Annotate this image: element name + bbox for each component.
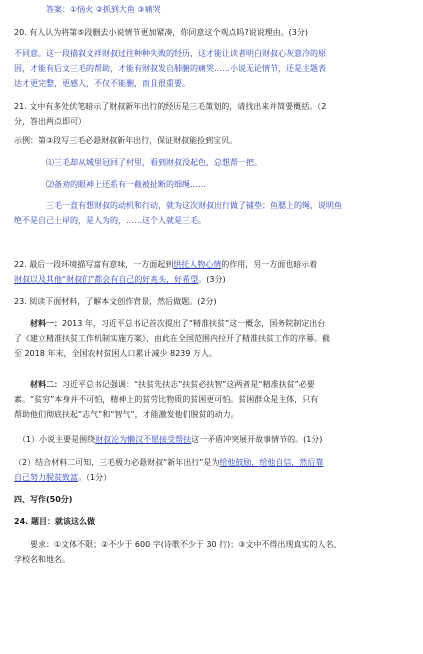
q23-2-answer-b: 自己努力脱贫致富	[14, 473, 78, 482]
question-20: 20. 有人认为将第⑤段删去小说情节更加紧凑，你同意这个观点吗?说说理由。(3分)	[14, 28, 309, 37]
q23-1-answer: 财叔沦为懒汉不愿接受帮扶	[95, 435, 192, 444]
q23-2-score: 。（1分）	[78, 473, 112, 482]
q23-1-text-b: 这一矛盾冲突展开故事情节的。(1分)	[191, 435, 323, 444]
material-2-line-3: 帮助他们彻底扶起“志气”和“智气”，才能激发他们脱贫的动力。	[14, 410, 239, 419]
q23-2-answer-a: 给他鼓励，给他自信，然后靠	[219, 458, 324, 467]
q22-text-b: 的作用，另一方面也暗示着	[221, 260, 318, 269]
material-1-label: 材料一：	[30, 319, 62, 328]
q23-2-text-a: （2）结合材料二可知，三毛极力必悬财叔“新年出行”是为	[14, 458, 220, 467]
material-2-text: 习近平总书记强调：“扶贫先扶志”扶贫必扶智”这两者是“精准扶贫”必要	[62, 380, 315, 389]
question-21-line-2: 分，答出两点即可）	[14, 117, 86, 126]
requirements-line-1: 要求：①文体不限；②不少于 600 字(诗歌不少于 30 行)；③文中不得出现真实的人名、	[30, 540, 342, 549]
q22-text-a: 22. 最后一段环境描写富有意味，一方面起到	[14, 260, 174, 269]
material-1-line-3: 至 2018 年末，全国农村贫困人口累计减少 8239 万人。	[14, 349, 217, 358]
answer-20-line-3: 达才更完整，更感人，不仅不能删，而且很重要。	[14, 79, 190, 88]
answer-line-19: 答案：①恼火 ②抓到大鱼 ③痛哭	[46, 5, 161, 14]
material-1-line-2: 了《建立精准扶贫工作机制实施方案》，由此在全国范围内拉开了精准扶贫工作的序幕。截	[14, 334, 330, 343]
answer-20-line-1: 不同意。这一段描叙文祥财叔过往种种失败的经历，这才能让读者明白财叔心灰意冷的原	[14, 49, 326, 58]
answer-21-summary-1: 三毛一直有想财叔的动机和行动，就为这次财叔出行做了铺垫；鱼腮上的绳，说明鱼	[46, 201, 342, 210]
material-1-text: 2013 年，习近平总书记首次提出了“精准扶贫”这一概念，国务院制定出台	[62, 319, 326, 328]
question-22-line-2	[14, 274, 226, 285]
material-2-line-2: 素。“贫穷”本身并不可怕，精神上的贫劳比物质的贫困更可怕。贫困群众是主体，只有	[14, 395, 319, 404]
answer-21-point-2: ⑵备劝的眼神上还系有一截被扯断的细绳……	[46, 180, 206, 189]
material-1-line-1	[30, 318, 325, 329]
example-21: 示例：第③段写三毛必悬财叔新年出行，保证财叔能捡到宝贝。	[14, 136, 238, 145]
q22-answer-b: 财叔以及其他“财叔们”都会有自己的好兆头，好希望	[14, 275, 199, 284]
question-23-2-line-1	[14, 457, 323, 468]
answer-20-line-2: 因，才能有后文三毛的帮助，才能有财叔发自肺腑的痛哭……小说无论情节，还是主题表	[14, 64, 326, 73]
answer-21-point-1: ⑴三毛却从城里冠回了村里，看到财叔没起色，总想帮一把。	[46, 158, 262, 167]
question-22-line-1	[14, 259, 317, 270]
question-23: 23. 阅读下面材料，了解本文创作背景，然后做题。(2分)	[14, 297, 217, 306]
q22-answer-a: 烘托人物心情	[173, 260, 222, 269]
material-2-label: 材料二：	[30, 380, 62, 389]
q23-1-text-a: （1）小说主要是围绕	[18, 435, 96, 444]
q22-score: 。(3分)	[198, 275, 226, 284]
question-23-1	[18, 434, 322, 445]
section-writing-heading: 四、写作(50分)	[14, 495, 73, 504]
question-24-title: 24. 题目：就该这么做	[14, 517, 95, 526]
question-23-2-line-2	[14, 472, 111, 483]
requirements-line-2: 学校名和地名。	[14, 555, 70, 564]
answer-21-summary-2: 绝不是自己上岸的，是人为的，……这个人就是三毛。	[14, 216, 206, 225]
question-21-line-1: 21. 文中有多处伏笔暗示了财叔新年出行的经历是三毛策划的，请找出来并简要概括。（2	[14, 102, 327, 111]
material-2-line-1	[30, 379, 315, 390]
